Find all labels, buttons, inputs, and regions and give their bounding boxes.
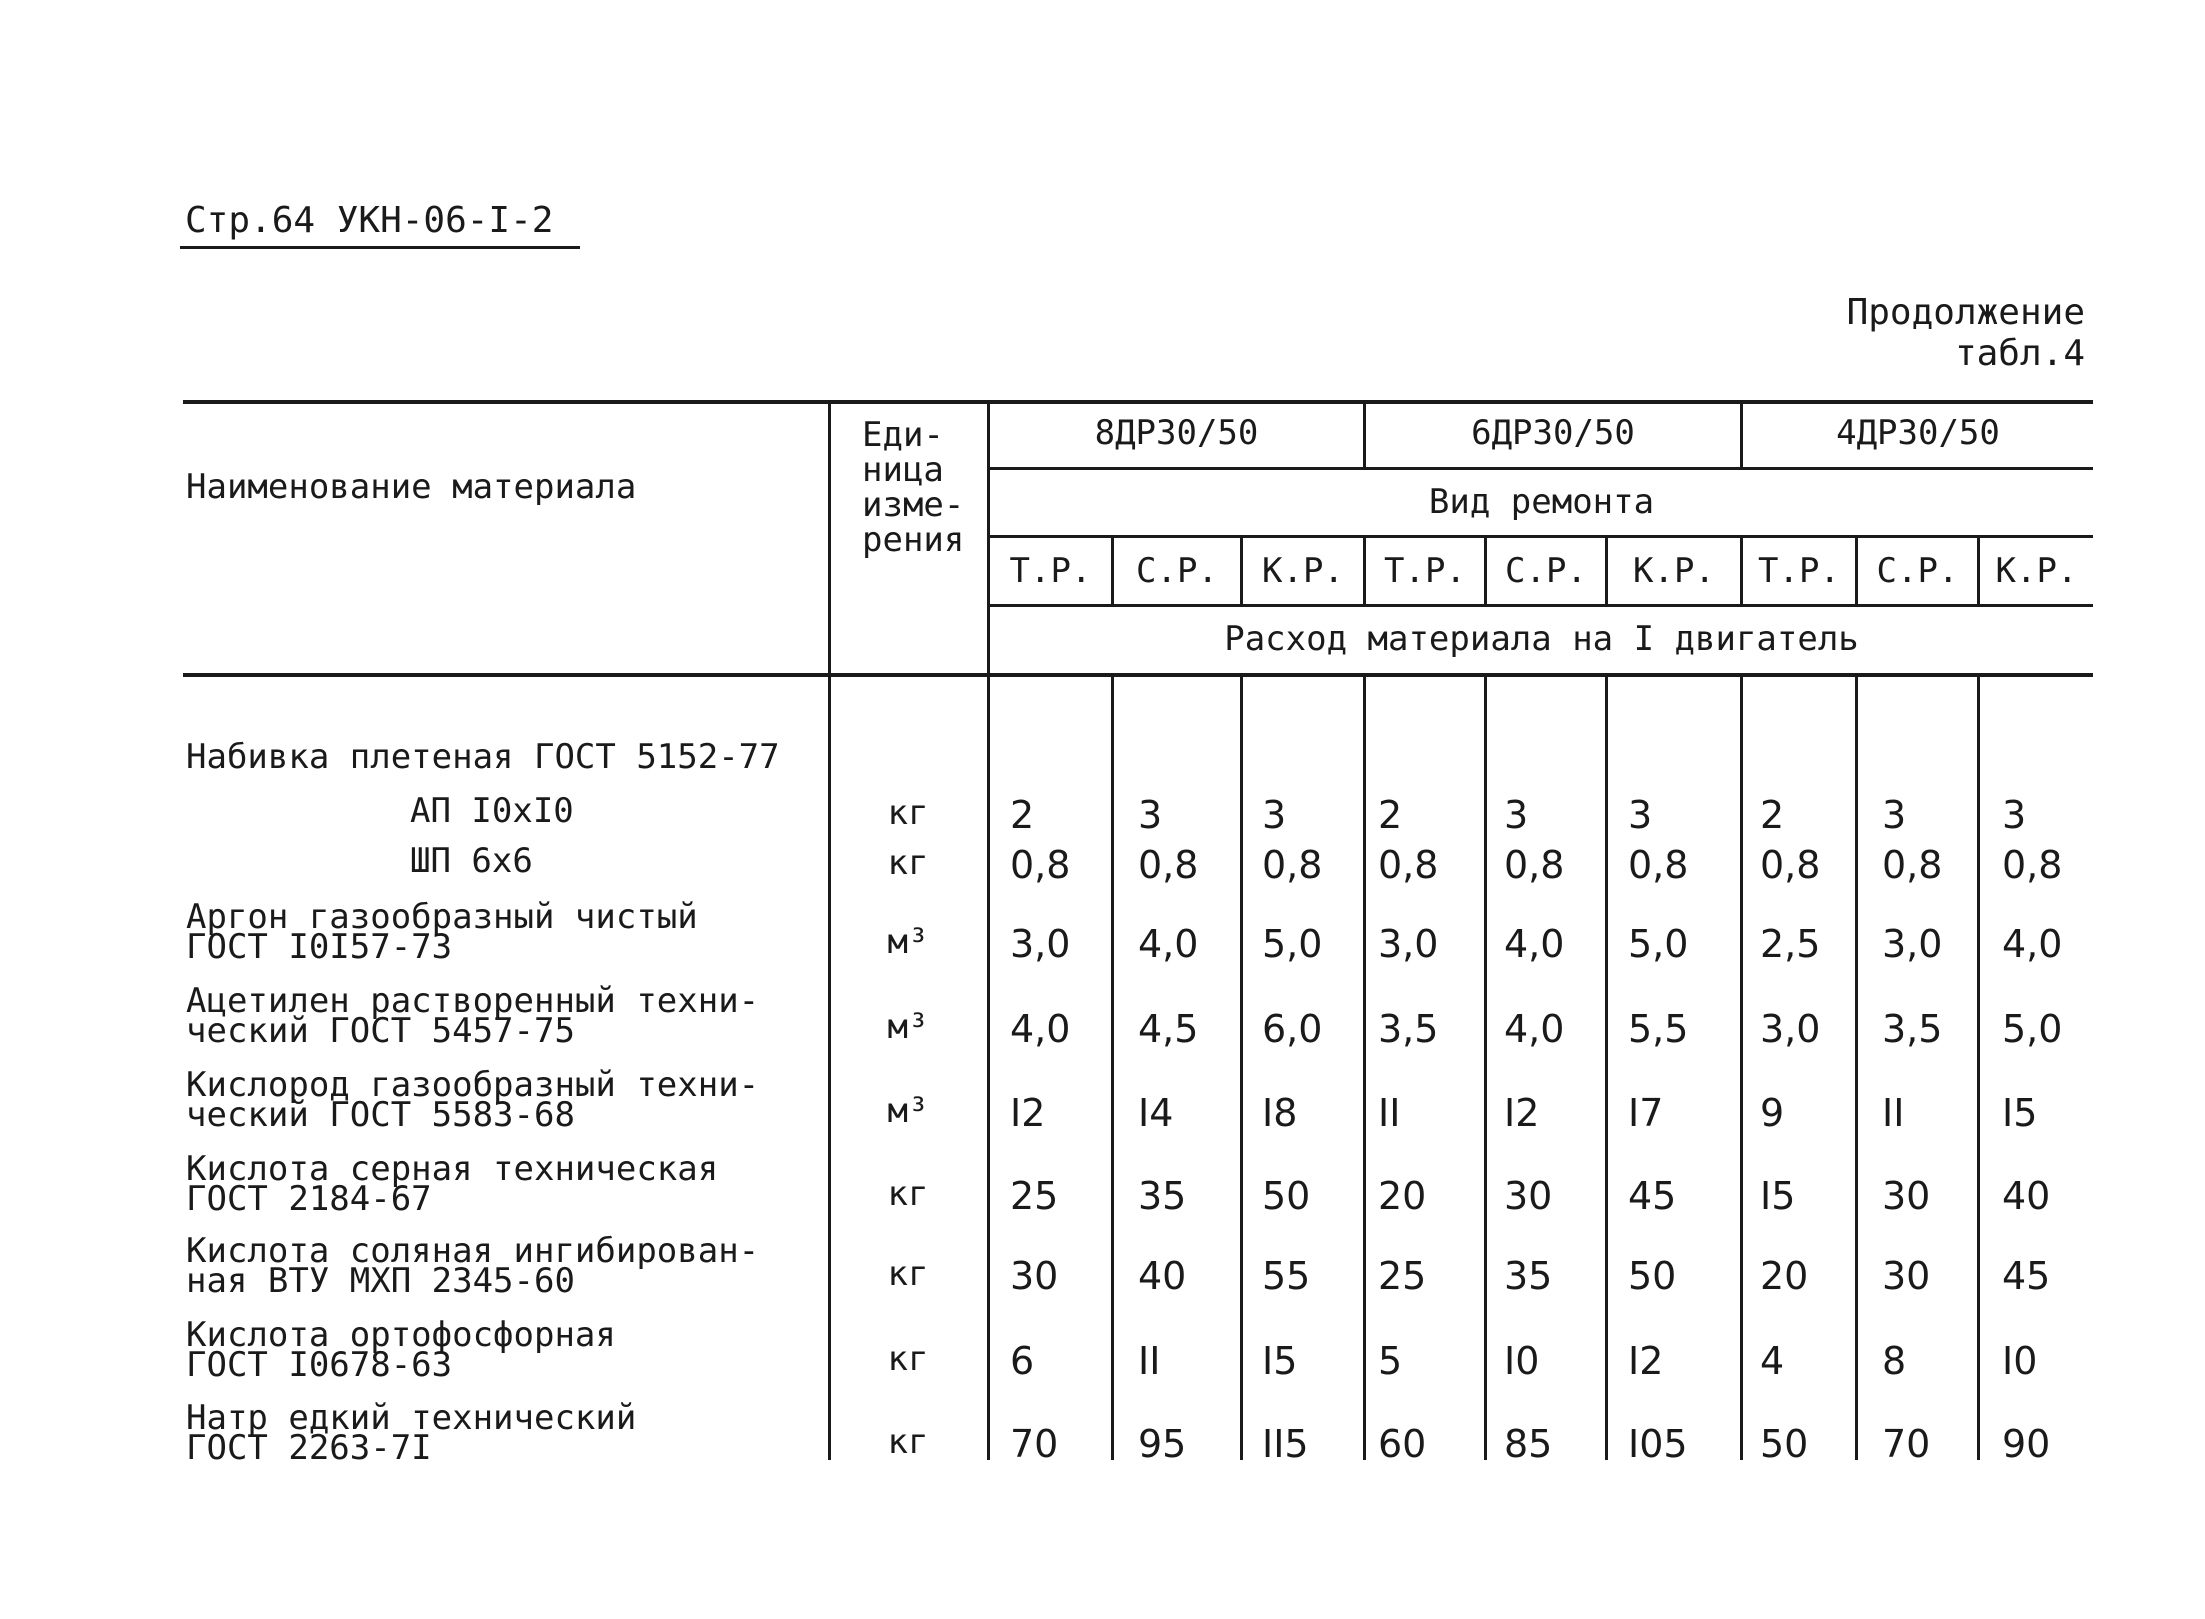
value-cell: 30 <box>1010 1254 1059 1298</box>
value-cell: I5 <box>1760 1174 1796 1218</box>
value-cell: 4,0 <box>1010 1007 1071 1051</box>
material-name-line: АП I0хI0 <box>410 791 574 831</box>
value-cell: 50 <box>1262 1174 1311 1218</box>
value-cell: II <box>1138 1339 1161 1383</box>
value-cell: 25 <box>1010 1174 1059 1218</box>
material-name <box>186 897 826 967</box>
material-name-line: Кислород газообразный техни- <box>186 1065 760 1105</box>
repair-type-header: К.Р. <box>1262 551 1344 591</box>
value-cell: 95 <box>1138 1422 1187 1466</box>
engine-header-4dr: 4ДР30/50 <box>1836 413 2000 453</box>
col-divider-4 <box>1484 677 1487 1460</box>
unit-cell: кг <box>887 793 929 833</box>
repair-type-header: Т.Р. <box>1384 551 1466 591</box>
value-cell: 40 <box>1138 1254 1187 1298</box>
value-cell: 5,5 <box>1628 1007 1689 1051</box>
value-cell: 3,0 <box>1010 922 1071 966</box>
value-cell: 50 <box>1628 1254 1677 1298</box>
value-cell: II5 <box>1262 1422 1309 1466</box>
value-cell: 0,8 <box>1138 843 1199 887</box>
name-column-header: Наименование материала <box>186 467 637 507</box>
unit-cell: кг <box>887 843 929 883</box>
repair-types-rule <box>990 604 2093 607</box>
repair-type-header: Т.Р. <box>1009 551 1092 591</box>
table-top-rule <box>183 400 2093 404</box>
engine-row-rule <box>990 467 2093 470</box>
repair-label-rule <box>990 535 2093 538</box>
value-cell: 70 <box>1010 1422 1059 1466</box>
value-cell: 4,0 <box>1504 922 1565 966</box>
value-cell: 3,5 <box>1882 1007 1943 1051</box>
material-name-line: Кислота соляная ингибирован- <box>186 1231 760 1271</box>
unit-cell: кг <box>887 1254 929 1294</box>
value-cell: 0,8 <box>1504 843 1565 887</box>
value-cell: 2 <box>1010 793 1035 837</box>
value-cell: 3 <box>1504 793 1529 837</box>
group-title: Набивка плетеная ГОСТ 5152-77 <box>186 737 780 777</box>
value-cell: 0,8 <box>1262 843 1323 887</box>
value-cell: 3 <box>2002 793 2027 837</box>
value-cell: 0,8 <box>1760 843 1821 887</box>
material-name <box>186 1065 826 1135</box>
value-cell: 2 <box>1760 793 1785 837</box>
value-cell: I7 <box>1628 1091 1664 1135</box>
value-cell: 3,0 <box>1378 922 1439 966</box>
col-divider-8 <box>1977 677 1980 1460</box>
value-cell: 30 <box>1504 1174 1553 1218</box>
value-cell: I2 <box>1504 1091 1540 1135</box>
unit-cell: м³ <box>887 1007 929 1047</box>
material-name <box>186 981 826 1051</box>
value-cell: 0,8 <box>1628 843 1689 887</box>
material-name-line: ГОСТ I0I57-73 <box>186 927 453 967</box>
unit-cell: м³ <box>887 1091 929 1131</box>
col-divider-2 <box>1240 677 1243 1460</box>
value-cell: 30 <box>1882 1174 1931 1218</box>
value-cell: 40 <box>2002 1174 2051 1218</box>
value-cell: 4,0 <box>1504 1007 1565 1051</box>
unit-header-line: Еди- <box>862 415 944 455</box>
value-cell: 5,0 <box>1262 922 1323 966</box>
value-cell: 55 <box>1262 1254 1311 1298</box>
unit-cell: кг <box>887 1339 929 1379</box>
consumption-label: Расход материала на I двигатель <box>1224 619 1859 659</box>
unit-column-header <box>862 415 965 560</box>
value-cell: 4,5 <box>1138 1007 1199 1051</box>
value-cell: I8 <box>1262 1091 1298 1135</box>
value-cell: 9 <box>1760 1091 1785 1135</box>
value-cell: 3 <box>1882 793 1907 837</box>
value-cell: 85 <box>1504 1422 1553 1466</box>
repair-type-header: К.Р. <box>1633 551 1715 591</box>
value-cell: 5 <box>1378 1339 1403 1383</box>
value-cell: I2 <box>1628 1339 1664 1383</box>
unit-header-line: ница <box>862 450 944 490</box>
material-name-line: ная ВТУ МХП 2345-60 <box>186 1261 575 1301</box>
value-cell: 6,0 <box>1262 1007 1323 1051</box>
unit-header-line: изме- <box>862 485 965 525</box>
value-cell: 35 <box>1504 1254 1553 1298</box>
value-cell: 0,8 <box>1378 843 1439 887</box>
value-cell: 6 <box>1010 1339 1035 1383</box>
col-divider-5 <box>1605 677 1608 1460</box>
material-name-line: ческий ГОСТ 5457-75 <box>186 1011 575 1051</box>
value-cell: 0,8 <box>2002 843 2063 887</box>
value-cell: 20 <box>1378 1174 1427 1218</box>
material-name-line: Кислота ортофосфорная <box>186 1315 616 1355</box>
page-reference-underline <box>180 246 580 249</box>
value-cell: I4 <box>1138 1091 1174 1135</box>
value-cell: 60 <box>1378 1422 1427 1466</box>
value-cell: II <box>1882 1091 1905 1135</box>
value-cell: 4,0 <box>1138 922 1199 966</box>
value-cell: II <box>1378 1091 1401 1135</box>
name-column-divider <box>828 400 831 1460</box>
repair-type-header: К.Р. <box>1995 551 2078 591</box>
material-name <box>186 1149 826 1219</box>
value-cell: I0 <box>2002 1339 2038 1383</box>
value-cell: 3,0 <box>1882 922 1943 966</box>
value-cell: 70 <box>1882 1422 1931 1466</box>
value-cell: 0,8 <box>1882 843 1943 887</box>
value-cell: I5 <box>2002 1091 2038 1135</box>
value-cell: 3 <box>1138 793 1163 837</box>
repair-type-header: Т.Р. <box>1758 551 1840 591</box>
value-cell: I5 <box>1262 1339 1298 1383</box>
material-name-line: ГОСТ 2184-67 <box>186 1179 432 1219</box>
value-cell: I2 <box>1010 1091 1046 1135</box>
value-cell: 2,5 <box>1760 922 1821 966</box>
material-name-line: ШП 6х6 <box>410 841 533 881</box>
value-cell: 3,0 <box>1760 1007 1821 1051</box>
col-divider-1 <box>1111 677 1114 1460</box>
value-cell: I05 <box>1628 1422 1688 1466</box>
engine-header-6dr: 6ДР30/50 <box>1471 413 1635 453</box>
unit-cell: кг <box>887 1422 929 1462</box>
value-cell: I0 <box>1504 1339 1540 1383</box>
value-cell: 35 <box>1138 1174 1187 1218</box>
repair-type-header: С.Р. <box>1136 551 1218 591</box>
material-name-line: Ацетилен растворенный техни- <box>186 981 760 1021</box>
value-cell: 4 <box>1760 1339 1785 1383</box>
repair-type-label: Вид ремонта <box>1428 482 1655 522</box>
value-cell: 45 <box>2002 1254 2051 1298</box>
material-name-line: ческий ГОСТ 5583-68 <box>186 1095 575 1135</box>
value-cell: 5,0 <box>2002 1007 2063 1051</box>
material-name-line: Аргон газообразный чистый <box>186 897 698 937</box>
col-divider-7 <box>1855 677 1858 1460</box>
value-cell: 5,0 <box>1628 922 1689 966</box>
value-cell: 3,5 <box>1378 1007 1439 1051</box>
material-name-line: ГОСТ I0678-63 <box>186 1345 453 1385</box>
unit-header-line: рения <box>862 520 965 560</box>
material-name <box>186 1315 826 1385</box>
table-continuation-label: Продолжение табл.4 <box>1846 292 2085 374</box>
repair-type-header: С.Р. <box>1876 551 1959 591</box>
unit-cell: м³ <box>887 922 929 962</box>
unit-cell: кг <box>887 1174 929 1214</box>
value-cell: 3 <box>1262 793 1287 837</box>
col-divider-6 <box>1740 677 1743 1460</box>
repair-type-header: С.Р. <box>1505 551 1587 591</box>
value-cell: 3 <box>1628 793 1653 837</box>
value-cell: 4,0 <box>2002 922 2063 966</box>
value-cell: 90 <box>2002 1422 2051 1466</box>
header-bottom-rule <box>183 673 2093 677</box>
value-cell: 20 <box>1760 1254 1809 1298</box>
engine-header-8dr: 8ДР30/50 <box>1094 413 1259 453</box>
material-name <box>186 1398 826 1468</box>
value-cell: 30 <box>1882 1254 1931 1298</box>
value-cell: 45 <box>1628 1174 1677 1218</box>
material-name-line: Натр едкий технический <box>186 1398 637 1438</box>
value-cell: 8 <box>1882 1339 1907 1383</box>
value-cell: 2 <box>1378 793 1403 837</box>
value-cell: 25 <box>1378 1254 1427 1298</box>
col-divider-3 <box>1363 677 1366 1460</box>
material-name-line: ГОСТ 2263-7I <box>186 1428 432 1468</box>
page-reference: Стр.64 УКН-06-I-2 <box>185 200 554 241</box>
value-cell: 50 <box>1760 1422 1809 1466</box>
material-name-line: Кислота серная техническая <box>186 1149 719 1189</box>
material-name <box>186 1231 826 1301</box>
value-cell: 0,8 <box>1010 843 1071 887</box>
